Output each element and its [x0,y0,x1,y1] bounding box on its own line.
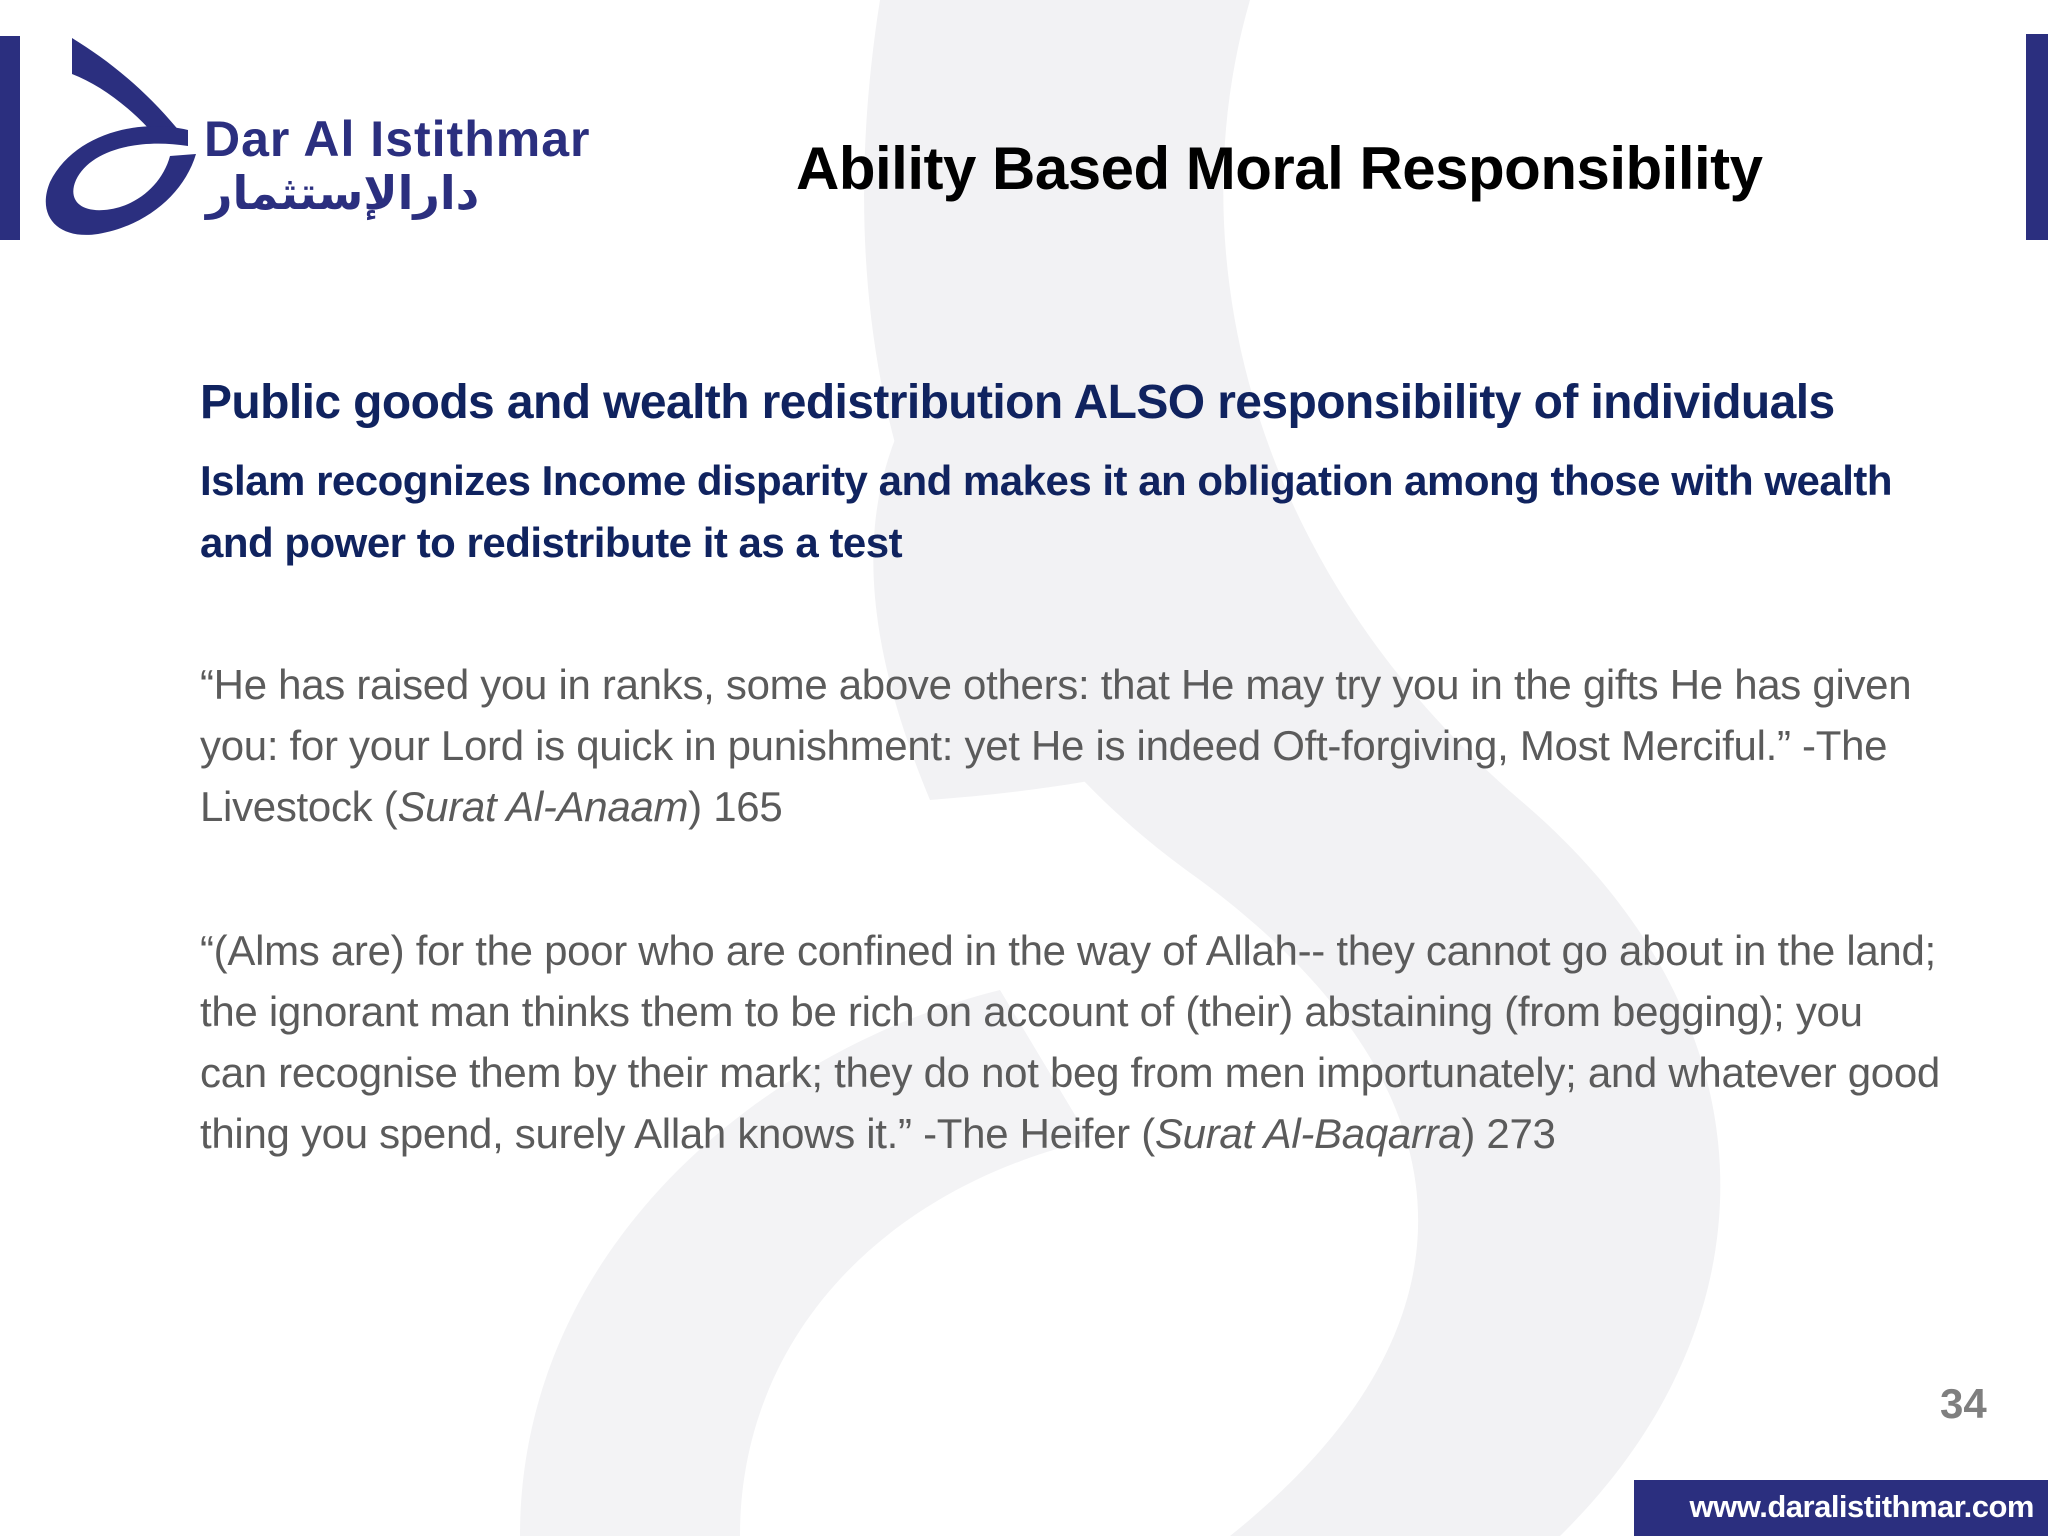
content-subheading: Islam recognizes Income disparity and makes it an obligation among those with wealth and power to redistribute it as a test [200,457,1893,566]
footer-bar [1634,1480,2048,1536]
slide-content [200,372,1940,1164]
surah-name: Surat Al-Anaam [397,783,689,830]
surah-name: Surat Al-Baqarra [1154,1110,1462,1157]
logo-text-english: Dar Al Istithmar [204,111,591,167]
left-accent-bar [0,36,20,240]
quote-text: “He has raised you in ranks, some above others: that He may try you in the gifts He has given you: for your Lord is quick in punishment: yet He is indeed Oft-forgiving, Most Merciful.” -The Livestock ( [200,661,1912,830]
page-number: 34 [1940,1380,1987,1427]
quote-livestock [200,654,1940,837]
company-logo [38,34,638,244]
content-heading: Public goods and wealth redistribution ALSO responsibility of individuals [200,376,1835,429]
footer-url: www.daralistithmar.com [1689,1489,2034,1524]
quote-text: “(Alms are) for the poor who are confined in the way of Allah-- they cannot go about in the land; the ignorant man thinks them to be rich on account of (their) abstaining (from begging); you can recognise them by their mark; they do not beg from men importunately; and whatever good thing you spend, surely Allah knows it.” -The Heifer ( [200,927,1940,1157]
verse-number: ) 165 [688,783,783,830]
logo-text-arabic: دارالإستثمار [206,167,480,219]
slide-title: Ability Based Moral Responsibility [796,135,1763,202]
verse-number: ) 273 [1461,1110,1556,1157]
quote-heifer [200,920,1940,1164]
right-accent-bar [2026,34,2048,240]
logo-mark-icon [38,34,208,240]
